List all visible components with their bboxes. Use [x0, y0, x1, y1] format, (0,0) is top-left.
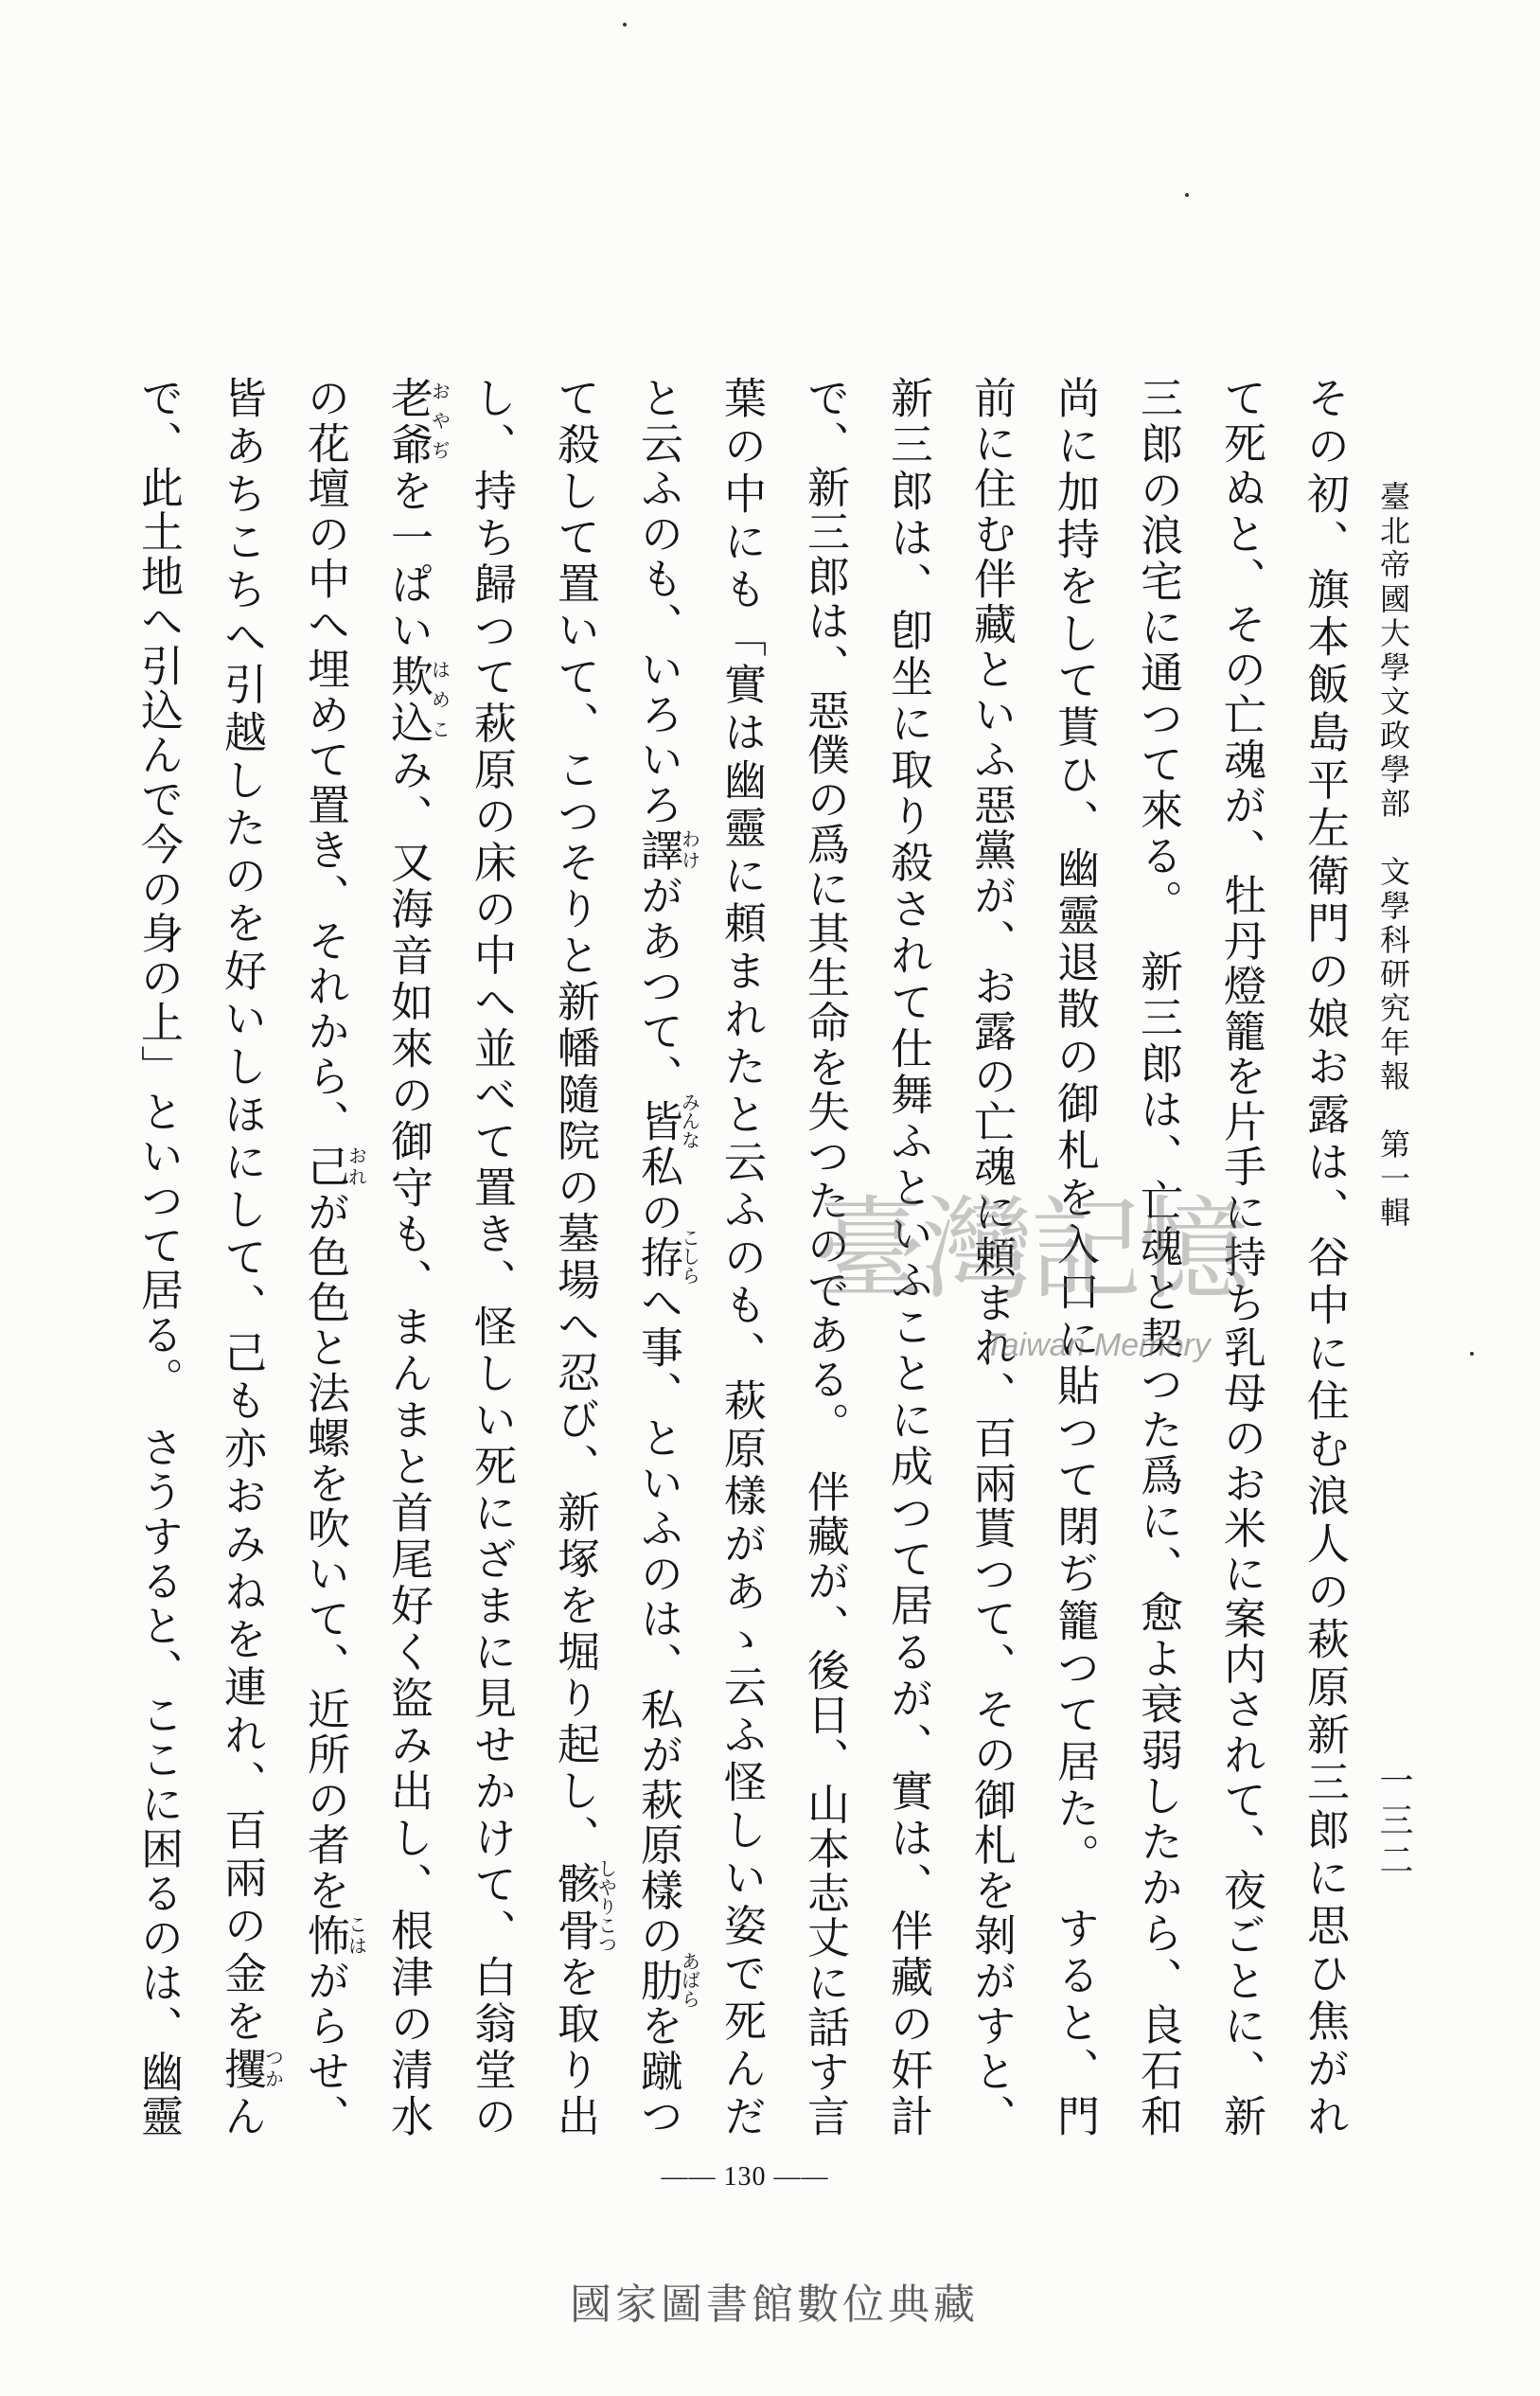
furigana-word — [550, 1858, 618, 1954]
text-column — [366, 376, 450, 2137]
furigana-word — [633, 1951, 701, 2009]
text-segment: へ事、といふのは、私が萩原樣の — [633, 1277, 683, 1959]
furigana-word — [300, 1912, 368, 1959]
ruby-base: 攫 — [217, 2046, 267, 2095]
scan-speck — [623, 23, 627, 27]
text-segment: 私の — [633, 1142, 683, 1235]
text-segment: て殺して置いて、こつそりと新幡隨院の墓場へ忍び、新塚を堀り起し、 — [550, 376, 600, 1861]
text-column — [450, 376, 533, 2137]
text-segment: て死ぬと、その亡魂が、牡丹燈籠を片手に持ち乳母のお米に案内されて、夜ごとに、新 — [1216, 376, 1266, 2138]
ruby-base: 怖 — [300, 1912, 350, 1959]
ruby-base: 皆 — [633, 1092, 683, 1149]
text-segment: がらせ、 — [300, 1958, 350, 2138]
furigana-word — [383, 654, 451, 748]
text-segment: し、持ち歸つて萩原の床の中へ並べて置き、怪しい死にざまに見せかけて、白翁堂の — [467, 376, 517, 2138]
text-segment: 尚に加持をして貰ひ、幽靈退散の御札を入口に貼つて閉ぢ籠つて居た。 すると、門 — [1050, 376, 1100, 2137]
furigana-word — [383, 376, 451, 470]
ruby-base: 欺込 — [383, 654, 434, 748]
ruby-reading: はめこ — [428, 654, 451, 744]
text-segment: を蹴つ — [633, 2000, 683, 2138]
text-segment: があつて、 — [633, 873, 683, 1100]
ruby-reading: おれ — [345, 1144, 368, 1187]
page-number-kanji: 一三二 — [1374, 1763, 1413, 1882]
furigana-word — [300, 1144, 368, 1190]
text-column — [616, 376, 699, 2137]
text-segment: ん — [217, 2094, 267, 2138]
text-segment: の花壇の中へ埋めて置き、それから、 — [300, 376, 350, 1145]
text-segment: み、又海音如來の御守も、まんまと首尾好く盜み出し、根津の清水 — [383, 747, 434, 2138]
text-segment: で、此土地へ引込んで今の身の上」といつて居る。 さうすると、ここに困るのは、幽靈 — [133, 376, 184, 2137]
ruby-base: 拵 — [633, 1228, 683, 1286]
running-header: 臺北帝國大學文政學部 文學科研究年報 第一輯 — [1375, 481, 1411, 1231]
ruby-reading: つか — [261, 2046, 285, 2089]
ruby-reading: こは — [345, 1912, 368, 1956]
scan-speck — [1185, 193, 1189, 197]
furigana-word — [217, 2046, 285, 2095]
ruby-reading: おやぢ — [428, 376, 451, 466]
text-column — [699, 376, 783, 2137]
watermark-logo-english: Taiwan Memory — [984, 1327, 1211, 1363]
collection-credit: 國家圖書館數位典藏 — [570, 2281, 979, 2329]
text-column — [200, 376, 283, 2137]
ruby-base: 骸骨 — [550, 1858, 600, 1954]
text-segment: を一ぱい — [383, 469, 434, 655]
text-column — [533, 376, 616, 2137]
ruby-base: 己 — [300, 1144, 350, 1190]
text-column — [1283, 376, 1366, 2137]
ruby-base: 肋 — [633, 1951, 683, 2009]
page-folio: —— 130 —— — [661, 2162, 829, 2192]
text-segment: 葉の中にも「實は幽靈に頼まれたと云ふのも、萩原樣があゝ云ふ怪しい姿で死んだ — [717, 376, 767, 2137]
ruby-reading: みんな — [678, 1092, 701, 1149]
text-column — [283, 376, 366, 2137]
ruby-reading: しやりこつ — [594, 1858, 618, 1954]
ruby-base: 老爺 — [383, 376, 434, 470]
text-segment: 前に住む伴藏といふ惡黨が、お露の亡魂に頼まれ、百兩貰つて、その御札を剝がすと、 — [966, 376, 1017, 2138]
watermark-logo: 臺灣記憶 — [814, 1184, 1247, 1315]
ruby-reading: あばら — [678, 1951, 701, 2009]
text-segment: 皆あちこちへ引越したのを好いしほにして、己も亦おみねを連れ、百兩の金を — [217, 376, 267, 2047]
ruby-reading: こしら — [678, 1228, 701, 1286]
text-column — [116, 376, 200, 2137]
text-segment: を取り出 — [550, 1950, 600, 2138]
ruby-base: 譯 — [633, 827, 683, 874]
text-segment: 新三郎は、卽坐に取り殺されて仕舞ふといふことに成つて居るが、實は、伴藏の奸計 — [883, 376, 933, 2138]
text-segment: その初、旗本飯島平左衛門の娘お露は、谷中に住む浪人の萩原新三郎に思ひ焦がれ — [1300, 376, 1350, 2137]
furigana-word — [633, 827, 701, 874]
text-segment: が色色と法螺を吹いて、近所の者を — [300, 1189, 350, 1913]
text-segment: で、新三郎は、惡僕の爲に其生命を失つたのである。 伴藏が、後日、山本志丈に話す言 — [800, 376, 850, 2137]
furigana-word — [633, 1228, 701, 1286]
furigana-word — [633, 1092, 701, 1149]
scan-speck — [1470, 1352, 1474, 1356]
text-segment: 三郎の浪宅に通つて來る。 新三郎は、亡魂と契つた爲に、愈よ衰弱したから、良石和 — [1133, 376, 1183, 2137]
text-segment: と云ふのも、いろいろ — [633, 376, 683, 828]
ruby-reading: わけ — [678, 827, 701, 871]
